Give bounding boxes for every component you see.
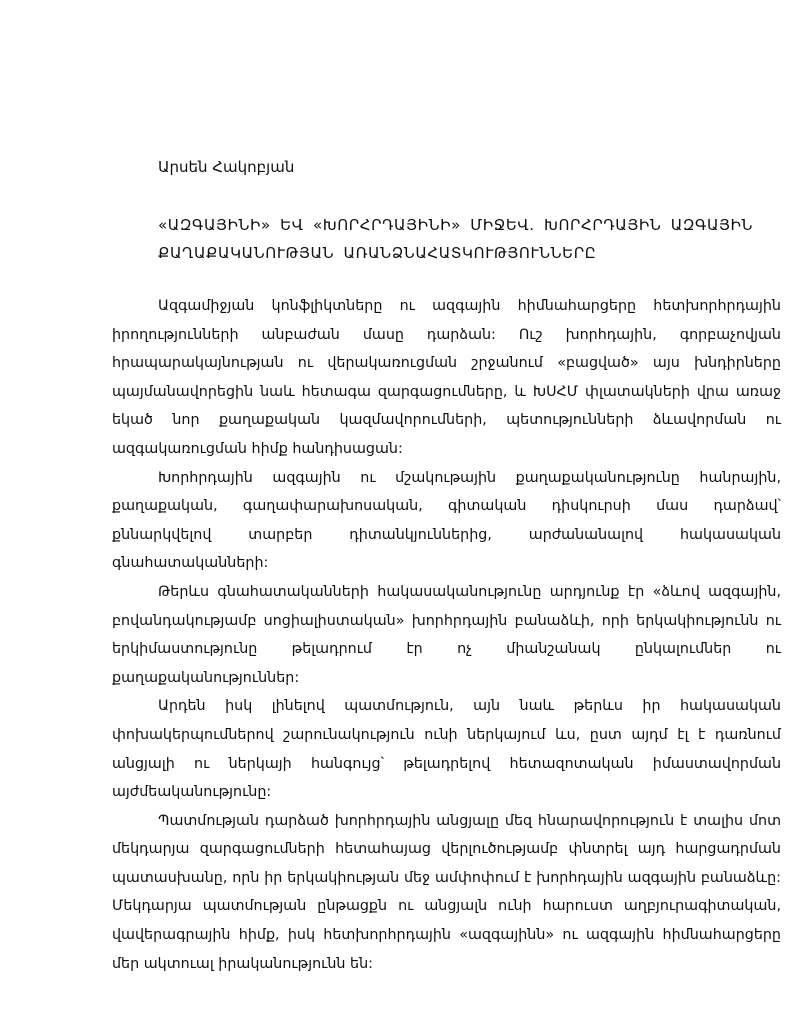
document-body — [112, 292, 781, 978]
paragraph: Թերևս գնահատականների հակասականությունը արդյունք էր «ձևով ազգային, բովանդակությամբ սոցիալիստական» խորհրդային բանաձևի, որի երկակիությունն ու երկիմաստությունը թելադրում էր ոչ միանշանակ ընկալումներ ու քաղաքականություններ: — [112, 583, 781, 686]
title-line: «ԱԶԳԱՅԻՆԻ» ԵՎ «ԽՈՐՀՐԴԱՅԻՆԻ» ՄԻՋԵՎ. ԽՈՐՀՐԴԱՅԻՆ ԱԶԳԱՅԻՆ — [158, 216, 754, 234]
paragraph: Ազգամիջյան կոնֆլիկտները ու ազգային հիմնահարցերը հետխորհրդային իրողությունների անբաժան մասը դարձան: Ուշ խորհդային, գորբաչովյան հրապարակայնության ու վերակառուցման շրջանում «բացված» այս խնդիրները պայմանավորեցին նաև հետագա զարգացումները, և ԽՍՀՄ փլատակների վրա առաջ եկած նոր քաղաքական կազմավորումների, պետությունների ձևավորման ու ազգակառուցման հիմք հանդիսացան: — [112, 298, 781, 457]
author-name: Արսեն Հակոբյան — [158, 158, 295, 176]
paragraph: Արդեն իսկ լինելով պատմություն, այն նաև թերևս իր հակասական փոխակերպումներով շարունակություն ունի ներկայում ևս, ըստ այդմ էլ է դառնում անցյալի ու ներկայի հանգույց՝ թելադրելով հետազոտական իմաստավորման այժմեականությունը: — [112, 698, 781, 801]
document-title — [158, 211, 754, 267]
paragraph: Պատմության դարձած խորհրդային անցյալը մեզ հնարավորություն է տալիս մոտ մեկդարյա զարգացումների հետահայաց վերլուծությամբ փնտրել այդ հարցադրման պատասխանը, որն իր երկակիության մեջ ամփոփում է խորհդային ազգային բանաձևը: Մեկդարյա պատմության ընթացքն ու անցյալն ունի հարուստ աղբյուրագիտական, վավերագրային հիմք, իսկ հետխորհրդային «ազգայինն» ու ազգային հիմնահարցերը մեր ակտուալ իրականությունն են: — [112, 812, 781, 972]
title-line: ՔԱՂԱՔԱԿԱՆՈՒԹՅԱՆ ԱՌԱՆՁՆԱՀԱՏԿՈՒԹՅՈՒՆՆԵՐԸ — [158, 244, 597, 262]
paragraph: Խորհրդային ազգային ու մշակութային քաղաքականությունը հանրային, քաղաքական, գաղափարախոսական, գիտական դիսկուրսի մաս դարձավ՝ քննարկվելով տարբեր դիտանկյուններից, արժանանալով հակասական գնահատականների: — [112, 469, 781, 572]
